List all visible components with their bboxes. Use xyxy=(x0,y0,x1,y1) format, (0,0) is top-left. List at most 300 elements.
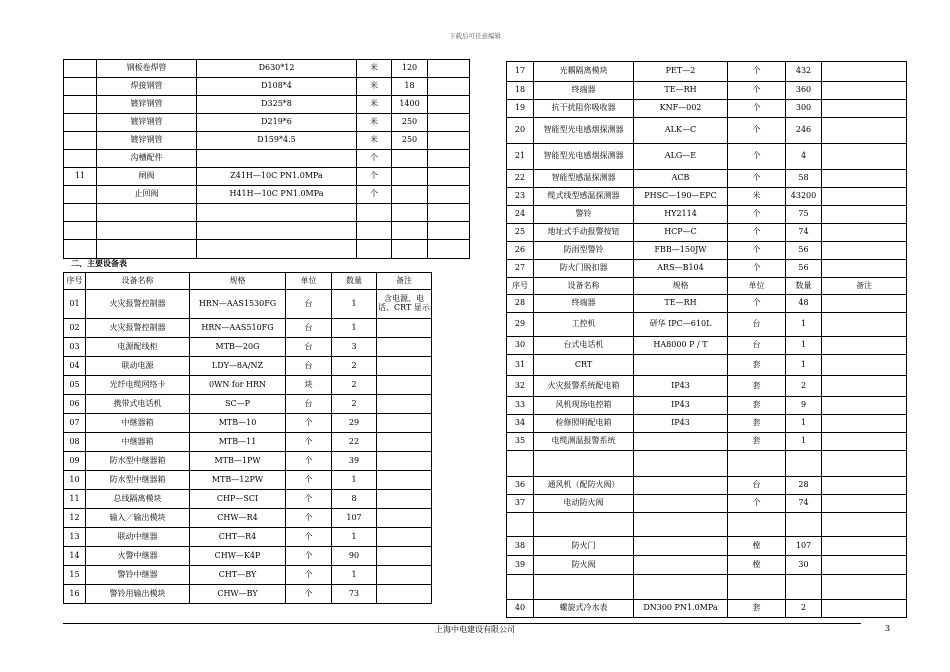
table-cell: 1 xyxy=(332,290,377,319)
table-row xyxy=(507,260,907,278)
table-cell xyxy=(428,222,470,240)
table-cell: 18 xyxy=(392,78,428,96)
table-cell: 107 xyxy=(786,537,822,556)
table-cell: 序号 xyxy=(507,278,534,295)
table-row xyxy=(64,319,432,338)
table-cell: 电动防火阀 xyxy=(534,495,634,513)
table-cell: 个 xyxy=(357,186,392,204)
table-cell: 56 xyxy=(786,260,822,278)
table-cell: 联动电源 xyxy=(86,357,190,376)
table-cell: 镀锌钢管 xyxy=(97,96,197,114)
table-cell xyxy=(392,204,428,222)
table-cell: 04 xyxy=(64,357,86,376)
table-row xyxy=(507,242,907,260)
table-cell: 1 xyxy=(786,415,822,433)
table-row xyxy=(64,376,432,395)
table-cell xyxy=(357,204,392,222)
table-cell: 台 xyxy=(286,319,332,338)
table-cell: 个 xyxy=(286,433,332,452)
table-cell: 个 xyxy=(728,118,786,144)
table-row xyxy=(507,376,907,397)
table-row xyxy=(507,477,907,495)
table-cell xyxy=(392,150,428,168)
table-cell xyxy=(822,224,907,242)
table-cell: 39 xyxy=(507,556,534,575)
table-row xyxy=(64,471,432,490)
table-cell: 火灾报警控制器 xyxy=(86,290,190,319)
table-cell: HA8000 P / T xyxy=(634,337,728,355)
table-cell: 36 xyxy=(507,477,534,495)
table-cell xyxy=(392,222,428,240)
table-cell: 火警中继器 xyxy=(86,547,190,566)
table-cell: 2 xyxy=(786,600,822,618)
table-row xyxy=(64,132,470,150)
table-cell: 28 xyxy=(507,295,534,313)
table-cell: 个 xyxy=(728,242,786,260)
table-cell: 16 xyxy=(64,585,86,604)
table-cell: 25 xyxy=(507,224,534,242)
table-cell xyxy=(392,168,428,186)
table-cell: 个 xyxy=(286,452,332,471)
table-cell xyxy=(64,150,97,168)
table-cell xyxy=(728,513,786,537)
table-row xyxy=(507,144,907,170)
table-cell xyxy=(357,240,392,259)
table-cell: 台 xyxy=(728,313,786,337)
table-cell: 闸阀 xyxy=(97,168,197,186)
table-row xyxy=(64,168,470,186)
table-cell: HRN—AAS1530FG xyxy=(190,290,286,319)
table-cell: 90 xyxy=(332,547,377,566)
table-cell xyxy=(428,132,470,150)
table-cell: 台 xyxy=(286,290,332,319)
table-cell: SC—P xyxy=(190,395,286,414)
table-cell xyxy=(428,114,470,132)
table-cell: 22 xyxy=(507,170,534,188)
table-row xyxy=(64,290,432,319)
table-row xyxy=(507,575,907,600)
table-row xyxy=(507,433,907,451)
table-cell xyxy=(634,451,728,477)
table-cell: 米 xyxy=(357,132,392,150)
table-cell xyxy=(634,495,728,513)
table-cell: 规格 xyxy=(190,273,286,290)
table-cell xyxy=(97,240,197,259)
table-cell: D630*12 xyxy=(197,60,357,78)
table-cell xyxy=(428,78,470,96)
table-cell: 2 xyxy=(332,376,377,395)
table-cell: 10 xyxy=(64,471,86,490)
table-cell xyxy=(428,204,470,222)
table-cell: 250 xyxy=(392,114,428,132)
table-cell xyxy=(64,240,97,259)
table-cell: 智能型光电感烟探测器 xyxy=(534,144,634,170)
table-cell xyxy=(822,376,907,397)
table-cell: 246 xyxy=(786,118,822,144)
table-cell: 套 xyxy=(728,376,786,397)
table-cell: 1 xyxy=(786,433,822,451)
table-cell: 34 xyxy=(507,415,534,433)
table-row xyxy=(64,547,432,566)
table-cell xyxy=(507,575,534,600)
table-cell: LDY—8A/NZ xyxy=(190,357,286,376)
table-cell: 2 xyxy=(786,376,822,397)
table-cell xyxy=(634,355,728,376)
table-row xyxy=(64,114,470,132)
table-cell: 35 xyxy=(507,433,534,451)
table-cell: 56 xyxy=(786,242,822,260)
table-cell xyxy=(64,186,97,204)
table-cell: 个 xyxy=(286,585,332,604)
table-cell: HCP—C xyxy=(634,224,728,242)
table-cell: 个 xyxy=(728,206,786,224)
table-cell xyxy=(634,575,728,600)
table-cell xyxy=(822,337,907,355)
table-cell: IP43 xyxy=(634,376,728,397)
table-cell: HY2114 xyxy=(634,206,728,224)
table-cell: 26 xyxy=(507,242,534,260)
table-cell: 台 xyxy=(286,357,332,376)
table-row xyxy=(507,495,907,513)
table-cell: 个 xyxy=(286,566,332,585)
table-cell xyxy=(534,451,634,477)
table-row xyxy=(64,566,432,585)
table-cell: 18 xyxy=(507,82,534,100)
table-cell: 27 xyxy=(507,260,534,278)
table-cell: 3 xyxy=(332,338,377,357)
table-cell: 38 xyxy=(507,537,534,556)
table-row xyxy=(64,338,432,357)
table-cell xyxy=(428,240,470,259)
table-cell: 防火门脱扣器 xyxy=(534,260,634,278)
table-cell: 个 xyxy=(357,150,392,168)
table-cell: ACB xyxy=(634,170,728,188)
table-cell: 22 xyxy=(332,433,377,452)
table-cell: 米 xyxy=(357,60,392,78)
table-cell: 备注 xyxy=(822,278,907,295)
table-cell xyxy=(634,433,728,451)
table-cell: 焊接钢管 xyxy=(97,78,197,96)
table-cell: 中继器箱 xyxy=(86,414,190,433)
table-cell xyxy=(377,414,432,433)
table-row xyxy=(64,78,470,96)
table-cell xyxy=(428,150,470,168)
table-cell: 9 xyxy=(786,397,822,415)
table-cell: 432 xyxy=(786,62,822,82)
table-row xyxy=(64,150,470,168)
table-cell: CHT—BY xyxy=(190,566,286,585)
table-row xyxy=(507,513,907,537)
table-cell: 止回阀 xyxy=(97,186,197,204)
table-cell xyxy=(822,355,907,376)
table-cell: 螺旋式冷水表 xyxy=(534,600,634,618)
table-cell: 个 xyxy=(728,100,786,118)
table-header-row xyxy=(64,273,432,290)
table-cell xyxy=(822,600,907,618)
table-cell: 0WN for HRN xyxy=(190,376,286,395)
table-cell: 300 xyxy=(786,100,822,118)
table-cell: IP43 xyxy=(634,415,728,433)
table-cell xyxy=(728,451,786,477)
table-cell: 米 xyxy=(728,188,786,206)
table-cell: CHT—R4 xyxy=(190,528,286,547)
table-cell: MTB—10 xyxy=(190,414,286,433)
table-cell: 19 xyxy=(507,100,534,118)
table-cell: 23 xyxy=(507,188,534,206)
table-cell: 个 xyxy=(728,495,786,513)
page-header-note: 下载后可任意编辑 xyxy=(449,32,501,40)
table-cell: 块 xyxy=(286,376,332,395)
table-cell xyxy=(822,397,907,415)
table-cell: 1 xyxy=(332,471,377,490)
table-row xyxy=(64,186,470,204)
table-cell xyxy=(377,338,432,357)
table-row xyxy=(64,585,432,604)
table-cell xyxy=(507,513,534,537)
table-cell xyxy=(822,433,907,451)
table-row xyxy=(64,509,432,528)
table-cell: D219*6 xyxy=(197,114,357,132)
table-cell xyxy=(822,495,907,513)
table-cell: 数量 xyxy=(332,273,377,290)
table-cell: 单位 xyxy=(728,278,786,295)
table-row xyxy=(507,451,907,477)
table-cell: 1 xyxy=(786,355,822,376)
table-cell: 智能型感温探测器 xyxy=(534,170,634,188)
table-row xyxy=(507,295,907,313)
table-row xyxy=(507,600,907,618)
table-cell xyxy=(822,242,907,260)
table-cell: 120 xyxy=(392,60,428,78)
table-cell xyxy=(634,556,728,575)
table-cell: 警铃 xyxy=(534,206,634,224)
table-cell: 30 xyxy=(786,556,822,575)
table-row xyxy=(507,100,907,118)
table-cell: 终端器 xyxy=(534,82,634,100)
table-cell: 智能型光电感烟探测器 xyxy=(534,118,634,144)
table-cell: 警铃用输出模块 xyxy=(86,585,190,604)
table-cell: 73 xyxy=(332,585,377,604)
table-cell: MTB—20G xyxy=(190,338,286,357)
table-cell: 40 xyxy=(507,600,534,618)
table-cell: 台式电话机 xyxy=(534,337,634,355)
table-cell: 火灾报警控制器 xyxy=(86,319,190,338)
table-row xyxy=(64,60,470,78)
table-cell xyxy=(377,395,432,414)
table-cell: 风机现场电控箱 xyxy=(534,397,634,415)
table-cell: FBB—150JW xyxy=(634,242,728,260)
table-cell xyxy=(64,60,97,78)
table-row xyxy=(64,452,432,471)
table-cell xyxy=(392,186,428,204)
table-cell: 个 xyxy=(286,414,332,433)
table-cell: 套 xyxy=(728,415,786,433)
table-row xyxy=(64,395,432,414)
pipe-material-table xyxy=(63,59,470,259)
table-cell xyxy=(64,222,97,240)
table-cell xyxy=(822,118,907,144)
table-cell: 缆式线型感温探测器 xyxy=(534,188,634,206)
table-row xyxy=(507,537,907,556)
table-cell xyxy=(428,96,470,114)
table-cell: 1400 xyxy=(392,96,428,114)
table-row xyxy=(64,357,432,376)
table-cell xyxy=(377,376,432,395)
table-cell xyxy=(634,477,728,495)
table-cell xyxy=(822,188,907,206)
table-cell: 37 xyxy=(507,495,534,513)
table-row xyxy=(507,313,907,337)
table-cell: Z41H—10C PN1.0MPa xyxy=(197,168,357,186)
table-cell: 火灾报警系统配电箱 xyxy=(534,376,634,397)
table-cell: 29 xyxy=(332,414,377,433)
table-cell: 43200 xyxy=(786,188,822,206)
table-cell: CHP—SCI xyxy=(190,490,286,509)
table-cell: 15 xyxy=(64,566,86,585)
table-cell xyxy=(634,513,728,537)
table-cell xyxy=(428,186,470,204)
table-cell xyxy=(357,222,392,240)
table-cell xyxy=(197,204,357,222)
table-cell: 抗干扰阻你吸收器 xyxy=(534,100,634,118)
table-row xyxy=(64,96,470,114)
table-cell: 研华 IPC—610L xyxy=(634,313,728,337)
table-cell xyxy=(786,451,822,477)
table-row xyxy=(64,204,470,222)
table-cell: 31 xyxy=(507,355,534,376)
table-cell: 套 xyxy=(728,355,786,376)
table-cell: ALG—E xyxy=(634,144,728,170)
table-cell xyxy=(534,575,634,600)
table-cell: 个 xyxy=(728,224,786,242)
table-cell: 个 xyxy=(286,471,332,490)
table-row xyxy=(507,415,907,433)
table-cell: MTB—1PW xyxy=(190,452,286,471)
table-row xyxy=(64,222,470,240)
table-cell xyxy=(64,114,97,132)
table-cell: 米 xyxy=(357,114,392,132)
table-cell xyxy=(822,206,907,224)
table-cell xyxy=(64,96,97,114)
table-cell: HRN—AAS510FG xyxy=(190,319,286,338)
footer-company: 上海中电建设有限公司 xyxy=(435,625,515,634)
table-cell: 序号 xyxy=(64,273,86,290)
table-cell: 米 xyxy=(357,96,392,114)
table-cell xyxy=(822,100,907,118)
table-cell xyxy=(822,451,907,477)
table-cell: 32 xyxy=(507,376,534,397)
table-cell: 台 xyxy=(728,477,786,495)
table-cell: 74 xyxy=(786,495,822,513)
table-cell xyxy=(822,144,907,170)
table-row xyxy=(64,240,470,259)
table-cell xyxy=(97,222,197,240)
table-cell: 携带式电话机 xyxy=(86,395,190,414)
table-cell: 个 xyxy=(728,170,786,188)
table-cell: TE—RH xyxy=(634,82,728,100)
table-cell: 28 xyxy=(786,477,822,495)
table-cell: 防火阀 xyxy=(534,556,634,575)
table-row xyxy=(507,355,907,376)
table-cell: 樘 xyxy=(728,556,786,575)
table-cell: 4 xyxy=(786,144,822,170)
table-cell: 防水型中继器箱 xyxy=(86,471,190,490)
table-cell xyxy=(377,452,432,471)
table-cell: 台 xyxy=(286,395,332,414)
table-cell: 1 xyxy=(332,528,377,547)
table-cell xyxy=(822,556,907,575)
main-equipment-table xyxy=(63,272,432,604)
table-row xyxy=(64,490,432,509)
table-cell: 01 xyxy=(64,290,86,319)
table-cell: 33 xyxy=(507,397,534,415)
page-number: 3 xyxy=(885,624,891,633)
table-cell: 8 xyxy=(332,490,377,509)
table-cell: 总线隔离模块 xyxy=(86,490,190,509)
table-cell xyxy=(822,575,907,600)
table-cell: 套 xyxy=(728,600,786,618)
table-cell: 联动中继器 xyxy=(86,528,190,547)
table-cell xyxy=(197,240,357,259)
table-cell xyxy=(197,150,357,168)
table-cell xyxy=(822,62,907,82)
table-cell: 光耦隔离模块 xyxy=(534,62,634,82)
table-cell: 台 xyxy=(286,338,332,357)
table-cell: 个 xyxy=(728,62,786,82)
table-cell: 警铃中继器 xyxy=(86,566,190,585)
table-cell xyxy=(377,528,432,547)
table-cell: 单位 xyxy=(286,273,332,290)
table-cell: H41H—10C PN1.0MPa xyxy=(197,186,357,204)
table-cell: 防雨型警铃 xyxy=(534,242,634,260)
table-cell: 1 xyxy=(332,319,377,338)
table-cell xyxy=(428,60,470,78)
table-cell: 工控机 xyxy=(534,313,634,337)
table-cell: 个 xyxy=(728,260,786,278)
table-cell: 终端器 xyxy=(534,295,634,313)
table-cell xyxy=(377,585,432,604)
table-cell: 2 xyxy=(332,395,377,414)
table-cell: 樘 xyxy=(728,537,786,556)
table-cell: 设备名称 xyxy=(534,278,634,295)
table-cell: 11 xyxy=(64,168,97,186)
table-cell xyxy=(97,204,197,222)
table-cell xyxy=(377,433,432,452)
table-row xyxy=(507,224,907,242)
table-cell: 07 xyxy=(64,414,86,433)
table-row xyxy=(507,337,907,355)
table-cell: PET—2 xyxy=(634,62,728,82)
table-cell: 21 xyxy=(507,144,534,170)
table-cell: 1 xyxy=(332,566,377,585)
table-row xyxy=(507,170,907,188)
table-cell: 含电源、电话、CRT 显示 xyxy=(377,290,432,319)
table-cell: TE—RH xyxy=(634,295,728,313)
table-cell: 个 xyxy=(728,144,786,170)
table-cell xyxy=(377,547,432,566)
table-cell xyxy=(822,415,907,433)
table-cell: 360 xyxy=(786,82,822,100)
table-row xyxy=(507,188,907,206)
table-cell: ALK—C xyxy=(634,118,728,144)
table-cell: 03 xyxy=(64,338,86,357)
table-cell: KNF—002 xyxy=(634,100,728,118)
table-cell: 1 xyxy=(786,337,822,355)
table-cell: 个 xyxy=(286,528,332,547)
table-cell xyxy=(822,477,907,495)
table-cell: 防火门 xyxy=(534,537,634,556)
table-cell: 米 xyxy=(357,78,392,96)
